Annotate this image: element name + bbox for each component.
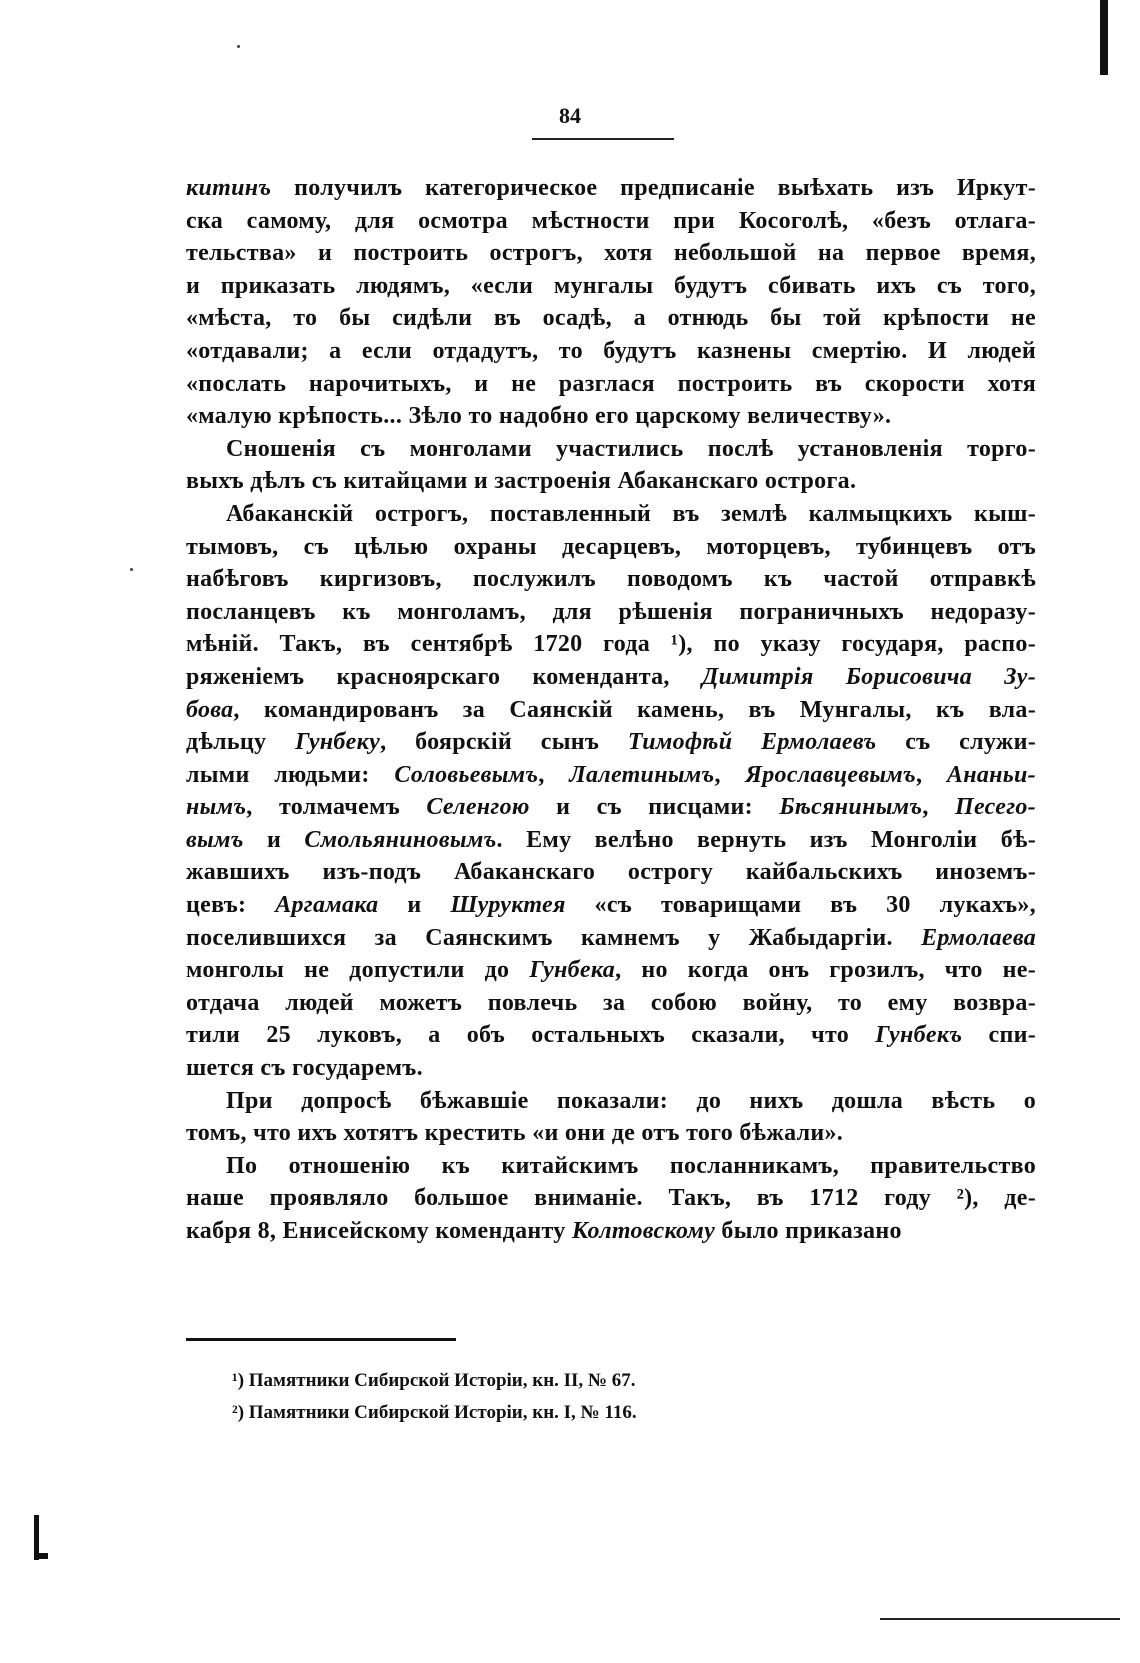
page-number: 84 — [559, 103, 581, 128]
text-line: набѣговъ киргизовъ, послужилъ поводомъ къ частой отправкѣ — [186, 566, 1036, 593]
text-line: Абаканскій острогъ, поставленный въ землѣ калмыцкихъ кыш- — [226, 500, 1036, 527]
text-line: шется съ государемъ. — [186, 1055, 423, 1082]
text-line: поселившихся за Саянскимъ камнемъ у Жабыдаргіи. Ермолаева — [186, 924, 1036, 951]
text-line: мѣній. Такъ, въ сентябрѣ 1720 года ¹), по указу государя, распо- — [186, 631, 1036, 658]
text-line: отдача людей можетъ повлечь за собою войну, то ему возвра- — [186, 989, 1036, 1016]
text-line: лыми людьми: Соловьевымъ, Лалетинымъ, Ярославцевымъ, Ананьи- — [186, 761, 1036, 788]
text-line: По отношенію къ китайскимъ посланникамъ, правительство — [226, 1152, 1036, 1179]
text-line: монголы не допустили до Гунбека, но когда онъ грозилъ, что не- — [186, 957, 1036, 984]
text-line: «мѣста, то бы сидѣли въ осадѣ, а отнюдь бы той крѣпости не — [186, 305, 1036, 332]
footnote-rule — [186, 1338, 456, 1341]
text-line: китинъ получилъ категорическое предписаніе выѣхать изъ Иркут- — [186, 175, 1036, 201]
text-line: бова, командированъ за Саянскій камень, въ Мунгалы, къ вла- — [186, 696, 1036, 723]
text-line: кабря 8, Енисейскому коменданту Колтовскому было приказано — [186, 1218, 902, 1244]
body-text — [186, 172, 1036, 1248]
text-line: При допросѣ бѣжавшіе показали: до нихъ дошла вѣсть о — [226, 1087, 1036, 1114]
text-line: ряженіемъ красноярскаго коменданта, Димитрія Борисовича Зу- — [186, 663, 1036, 690]
text-line: нымъ, толмачемъ Селенгою и съ писцами: Бѣсянинымъ, Песего- — [186, 794, 1036, 821]
text-line: выхъ дѣлъ съ китайцами и застроенія Абаканскаго острога. — [186, 468, 857, 495]
text-line: жавшихъ изъ-подъ Абаканскаго острогу кайбальскихъ иноземъ- — [186, 859, 1036, 886]
scan-speck — [130, 568, 133, 571]
scan-speck — [237, 45, 240, 48]
text-line: посланцевъ къ монголамъ, для рѣшенія пограничныхъ недоразу- — [186, 598, 1036, 625]
text-line: «отдавали; а если отдадутъ, то будутъ казнены смертію. И людей — [186, 337, 1036, 364]
text-line: «малую крѣпость... Зѣло то надобно его царскому величеству». — [186, 403, 892, 430]
text-line: наше проявляло большое вниманіе. Такъ, въ 1712 году ²), де- — [186, 1185, 1036, 1212]
scan-edge-mark — [1100, 0, 1108, 75]
text-line: Сношенія съ монголами участились послѣ установленія торго- — [226, 435, 1036, 462]
page-number-rule — [532, 138, 674, 140]
text-line: тымовъ, съ цѣлью охраны десарцевъ, моторцевъ, тубинцевъ отъ — [186, 533, 1036, 560]
text-line: дѣльцу Гунбеку, боярскій сынъ Тимофѣй Ермолаевъ съ служи- — [186, 729, 1036, 756]
footnote-2: ²) Памятники Сибирской Исторіи, кн. I, № 116. — [232, 1402, 637, 1423]
text-line: цевъ: Аргамака и Шуруктея «съ товарищами въ 30 лукахъ», — [186, 892, 1036, 919]
text-line: «послать нарочитыхъ, и не разглася построить въ скорости хотя — [186, 370, 1036, 397]
text-line: ска самому, для осмотра мѣстности при Косоголѣ, «безъ отлага- — [186, 207, 1036, 234]
text-line: тили 25 луковъ, а объ остальныхъ сказали, что Гунбекъ спи- — [186, 1022, 1036, 1049]
text-line: вымъ и Смольяниновымъ. Ему велѣно вернуть изъ Монголіи бѣ- — [186, 826, 1036, 853]
text-line: и приказать людямъ, «если мунгалы будутъ сбивать ихъ съ того, — [186, 272, 1036, 299]
scan-edge-mark — [34, 1553, 48, 1559]
scan-edge-line — [880, 1618, 1120, 1620]
footnotes — [232, 1365, 992, 1429]
footnote-1: ¹) Памятники Сибирской Исторіи, кн. II, № 67. — [232, 1370, 636, 1391]
text-line: томъ, что ихъ хотятъ крестить «и они де отъ того бѣжали». — [186, 1120, 844, 1147]
text-line: тельства» и построить острогъ, хотя небольшой на первое время, — [186, 240, 1036, 267]
